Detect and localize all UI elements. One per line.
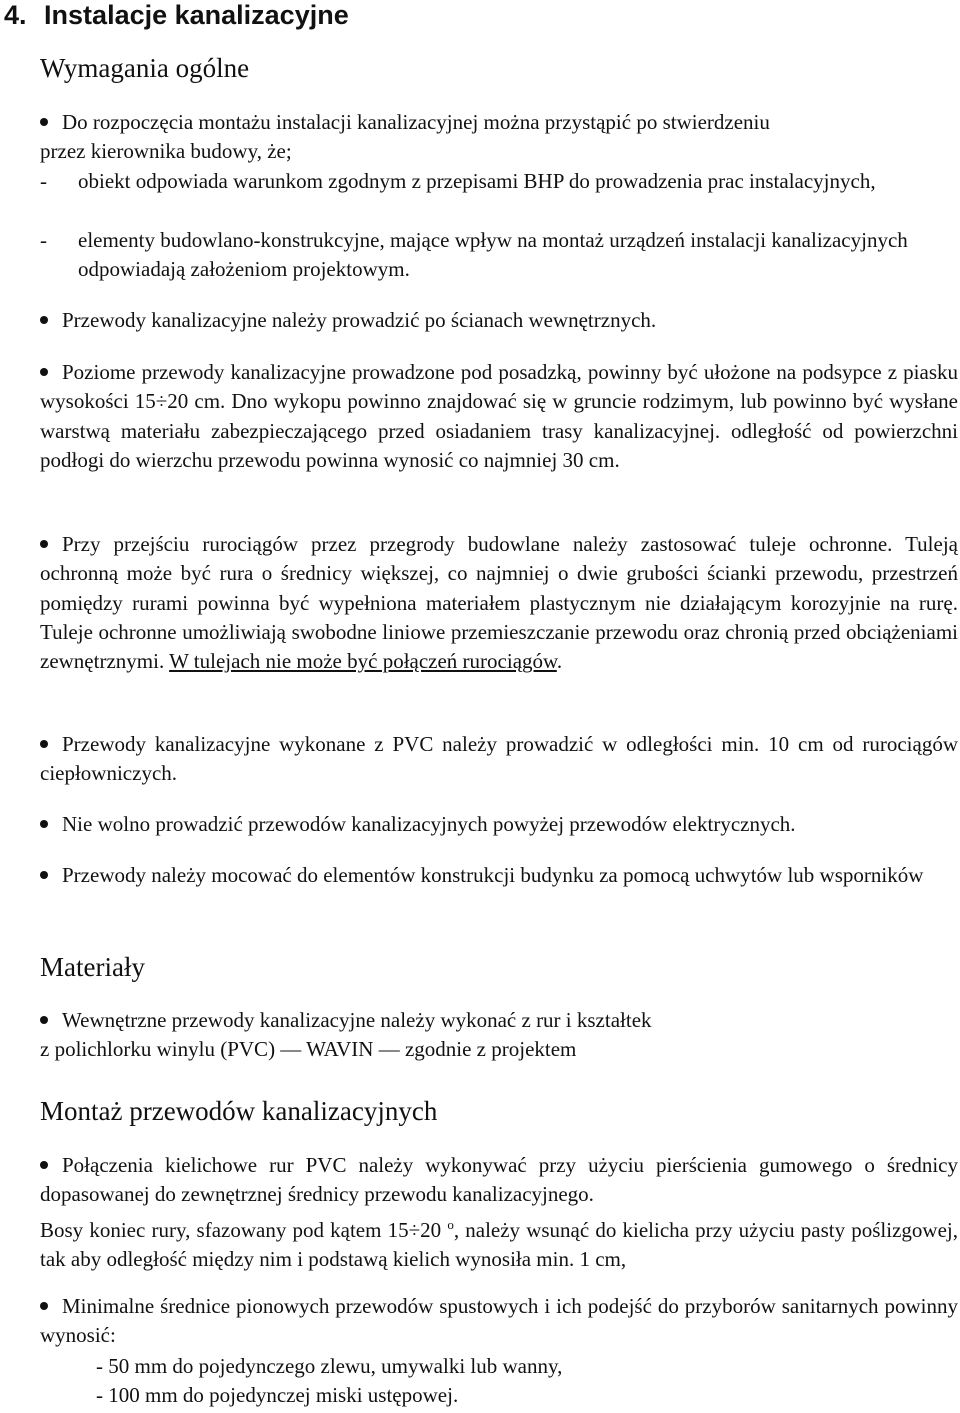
general-bullet-3 [40, 358, 958, 475]
general-dash-item-1: obiekt odpowiada warunkom zgodnym z przepisami BHP do prowadzenia prac instalacyjnych, [78, 169, 876, 193]
assembly-bullet-1 [40, 1151, 958, 1210]
assembly-sub-item-2: - 100 mm do pojedynczej miski ustępowej. [96, 1383, 459, 1407]
general-bullet-2-text: Przewody kanalizacyjne należy prowadzić po ścianach wewnętrznych. [62, 308, 657, 332]
bullet-icon [40, 740, 48, 748]
bullet-icon [40, 316, 48, 324]
general-bullet-6 [40, 810, 958, 839]
bullet-icon [40, 540, 48, 548]
heading-assembly: Montaż przewodów kanalizacyjnych [40, 1096, 438, 1126]
bullet-icon [40, 1016, 48, 1024]
section-number: 4. [4, 0, 27, 30]
dash-1: - [40, 169, 47, 193]
bullet-icon [40, 871, 48, 879]
degree-sup: o [447, 1217, 454, 1232]
bullet-icon [40, 820, 48, 828]
section-title: Instalacje kanalizacyjne [44, 0, 349, 30]
general-bullet-7-text: Przewody należy mocować do elementów konstrukcji budynku za pomocą uchwytów lub wsporników [62, 863, 924, 887]
heading-general: Wymagania ogólne [40, 53, 250, 83]
general-bullet-1-line2: przez kierownika budowy, że; [40, 139, 292, 164]
general-bullet-4-end: . [556, 649, 563, 674]
assembly-paragraph-1-a: Bosy koniec rury, sfazowany pod kątem 15÷20 [40, 1218, 448, 1242]
general-bullet-4 [40, 530, 958, 676]
assembly-bullet-2-text: Minimalne średnice pionowych przewodów spustowych i ich podejść do przyborów sanitarnych powinny wynosić: [40, 1294, 958, 1348]
general-bullet-6-text: Nie wolno prowadzić przewodów kanalizacyjnych powyżej przewodów elektrycznych. [62, 812, 796, 836]
bullet-icon [40, 368, 48, 376]
materials-bullet-1-line1: Wewnętrzne przewody kanalizacyjne należy wykonać z rur i kształtek [62, 1008, 652, 1032]
general-bullet-7 [40, 861, 958, 890]
bullet-icon [40, 1161, 48, 1169]
general-bullet-1 [40, 108, 958, 167]
assembly-bullet-2 [40, 1292, 958, 1351]
general-bullet-3-text: Poziome przewody kanalizacyjne prowadzone pod posadzką, powinny być ułożone na podsypce z piasku wysokości 15÷20 cm. Dno wykopu powinno znajdować się w gruncie rodzimym, lub powinno być wysłane warstwą materiału zabezpieczającego przed osiadaniem trasy kanalizacyjnej. odległość od powierzchni podłogi do wierzchu przewodu powinna wynosić co najmniej 30 cm. [40, 360, 958, 472]
general-bullet-2 [40, 306, 958, 335]
general-bullet-4-underlined: W tulejach nie może być połączeń rurociągów [169, 649, 557, 674]
assembly-paragraph-1-b: , należy wsunąć do kielicha przy użyciu pasty poślizgowej, tak aby odległość między nim i podstawą kielich wynosiła min. 1 cm, [40, 1218, 958, 1272]
heading-materials: Materiały [40, 952, 145, 982]
general-bullet-1-line1: Do rozpoczęcia montażu instalacji kanalizacyjnej można przystąpić po stwierdzeniu [62, 110, 770, 134]
bullet-icon [40, 118, 48, 126]
general-bullet-5 [40, 730, 958, 789]
section-heading [4, 0, 349, 30]
bullet-icon [40, 1302, 48, 1310]
materials-bullet-1-line2: z polichlorku winylu (PVC) — WAVIN — zgodnie z projektem [40, 1037, 577, 1062]
general-dash-item-2: elementy budowlano-konstrukcyjne, mające wpływ na montaż urządzeń instalacji kanalizacyjnych odpowiadają założeniom projektowym. [78, 228, 908, 282]
general-bullet-5-text: Przewody kanalizacyjne wykonane z PVC należy prowadzić w odległości min. 10 cm od rurociągów ciepłowniczych. [40, 732, 958, 786]
general-bullet-4-text: Przy przejściu rurociągów przez przegrody budowlane należy zastosować tuleje ochronne. Tuleją ochronną może być rura o średnicy większej, co najmniej o dwie grubości ścianki przewodu, przestrzeń pomiędzy rurami powinna być wypełniona materiałem plastycznym nie działającym korozyjnie na rurę. Tuleje ochronne umożliwiają swobodne liniowe przemieszczanie przewodu oraz chronią przed obciążeniami zewnętrznymi. [40, 532, 958, 674]
assembly-paragraph-1 [40, 1210, 958, 1275]
assembly-sub-item-1: - 50 mm do pojedynczego zlewu, umywalki lub wanny, [96, 1354, 563, 1378]
assembly-bullet-1-text: Połączenia kielichowe rur PVC należy wykonywać przy użyciu pierścienia gumowego o średnicy dopasowanej do zewnętrznej średnicy przewodu kanalizacyjnego. [40, 1153, 958, 1207]
dash-2: - [40, 228, 47, 252]
materials-bullet-1 [40, 1006, 958, 1065]
